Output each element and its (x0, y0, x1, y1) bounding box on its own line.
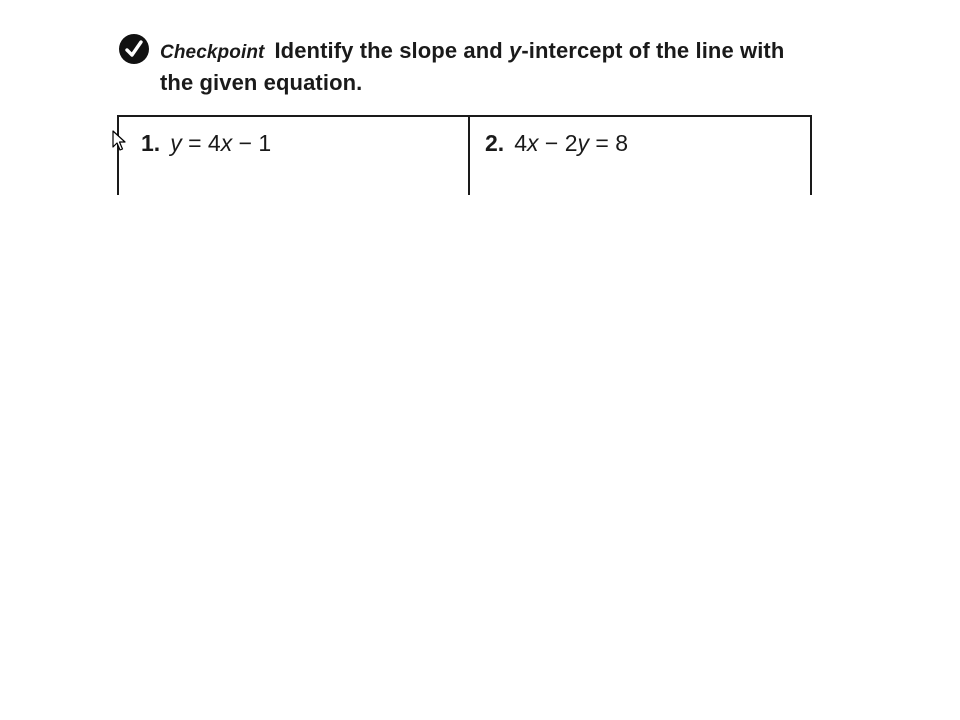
heading-text-part2: -intercept of the line with the given equation. (160, 38, 785, 95)
table-divider (468, 115, 470, 195)
equation-part: y (170, 130, 182, 156)
problem-1-equation (170, 130, 271, 156)
problem-1-number: 1. (141, 130, 161, 156)
equation-part: y (577, 130, 589, 156)
heading-text-var: y (509, 38, 522, 63)
checkpoint-label: Checkpoint (160, 42, 265, 63)
heading-text-part1: Identify the slope and (274, 38, 509, 63)
equation-part: = 8 (589, 130, 629, 156)
equation-part: = 4 (181, 130, 221, 156)
equation-part: x (220, 130, 233, 156)
equation-part: x (526, 130, 539, 156)
equation-part: − 2 (538, 130, 578, 156)
equation-part: − 1 (232, 130, 272, 156)
checkpoint-heading (160, 36, 810, 98)
checkmark-icon (119, 34, 149, 64)
equation-part: 4 (514, 130, 527, 156)
problem-2 (485, 128, 628, 158)
mouse-cursor-icon (112, 130, 126, 157)
problem-2-equation (514, 130, 628, 156)
problem-1 (141, 128, 271, 158)
problem-2-number: 2. (485, 130, 505, 156)
